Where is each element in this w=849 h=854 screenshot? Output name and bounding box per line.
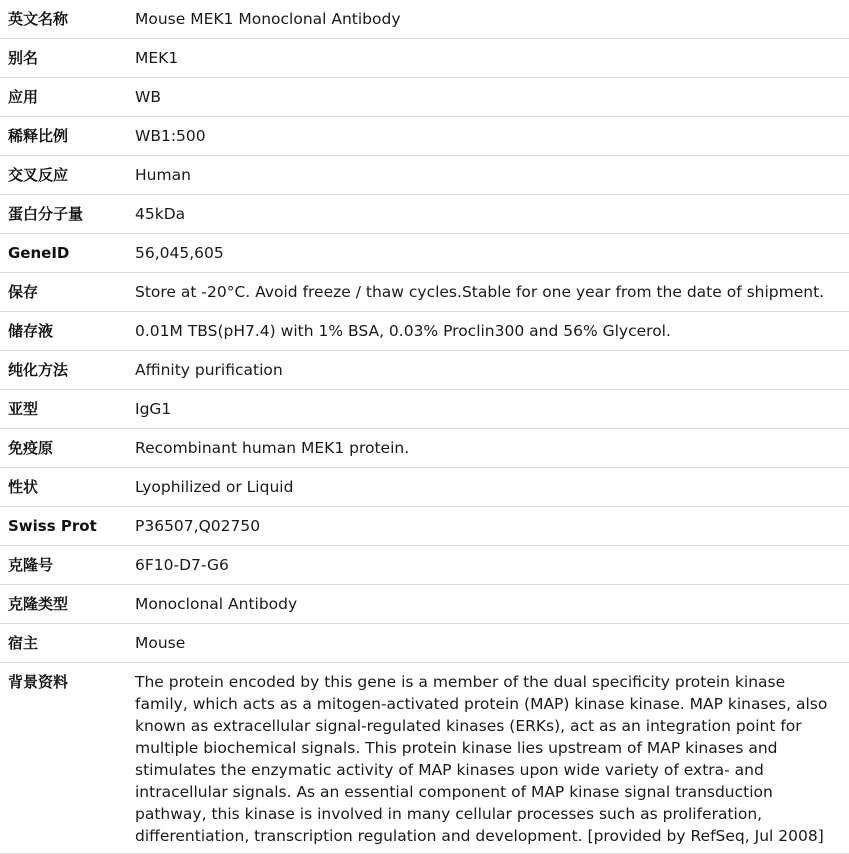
- spec-value: Mouse: [127, 624, 849, 663]
- spec-label: 宿主: [0, 624, 127, 663]
- spec-value: Recombinant human MEK1 protein.: [127, 429, 849, 468]
- spec-value: 6F10-D7-G6: [127, 546, 849, 585]
- spec-row-application: [0, 78, 849, 117]
- spec-label: 克隆类型: [0, 585, 127, 624]
- spec-row-host: [0, 624, 849, 663]
- spec-value: IgG1: [127, 390, 849, 429]
- spec-label: 应用: [0, 78, 127, 117]
- spec-label: 英文名称: [0, 0, 127, 39]
- spec-row-swiss-prot: [0, 507, 849, 546]
- spec-value: 56,045,605: [127, 234, 849, 273]
- spec-row-background: [0, 663, 849, 854]
- spec-value-background: The protein encoded by this gene is a member of the dual specificity protein kinase family, which acts as a mitogen-activated protein (MAP) kinase kinase. MAP kinases, also known as extracellular signal-regulated kinases (ERKs), act as an integration point for multiple biochemical signals. This protein kinase lies upstream of MAP kinases and stimulates the enzymatic activity of MAP kinases upon wide variety of extra- and intracellular signals. As an essential component of MAP kinase signal transduction pathway, this kinase is involved in many cellular processes such as proliferation, differentiation, transcription regulation and development. [provided by RefSeq, Jul 2008]: [127, 663, 849, 854]
- spec-value: Mouse MEK1 Monoclonal Antibody: [127, 0, 849, 39]
- spec-row-english-name: [0, 0, 849, 39]
- spec-value: P36507,Q02750: [127, 507, 849, 546]
- spec-value: 45kDa: [127, 195, 849, 234]
- spec-row-gene-id: [0, 234, 849, 273]
- spec-value: Monoclonal Antibody: [127, 585, 849, 624]
- spec-row-storage-buffer: [0, 312, 849, 351]
- spec-row-storage: [0, 273, 849, 312]
- spec-row-isotype: [0, 390, 849, 429]
- spec-label: 克隆号: [0, 546, 127, 585]
- spec-label: 保存: [0, 273, 127, 312]
- spec-value: Lyophilized or Liquid: [127, 468, 849, 507]
- spec-value: Store at -20°C. Avoid freeze / thaw cycles.Stable for one year from the date of shipment.: [127, 273, 849, 312]
- spec-row-purification: [0, 351, 849, 390]
- spec-row-clonality: [0, 585, 849, 624]
- spec-label: 稀释比例: [0, 117, 127, 156]
- spec-label: 蛋白分子量: [0, 195, 127, 234]
- spec-row-cross-reactivity: [0, 156, 849, 195]
- spec-row-dilution: [0, 117, 849, 156]
- spec-label: GeneID: [0, 234, 127, 273]
- spec-label: 交叉反应: [0, 156, 127, 195]
- spec-row-immunogen: [0, 429, 849, 468]
- spec-label: 纯化方法: [0, 351, 127, 390]
- spec-label: 背景资料: [0, 663, 127, 854]
- spec-label: 亚型: [0, 390, 127, 429]
- spec-value: MEK1: [127, 39, 849, 78]
- spec-label: 免疫原: [0, 429, 127, 468]
- spec-value: WB: [127, 78, 849, 117]
- spec-label: 储存液: [0, 312, 127, 351]
- spec-row-molecular-weight: [0, 195, 849, 234]
- spec-label: Swiss Prot: [0, 507, 127, 546]
- spec-value: WB1:500: [127, 117, 849, 156]
- spec-label: 性状: [0, 468, 127, 507]
- spec-value: Human: [127, 156, 849, 195]
- spec-value: 0.01M TBS(pH7.4) with 1% BSA, 0.03% Proclin300 and 56% Glycerol.: [127, 312, 849, 351]
- spec-row-alias: [0, 39, 849, 78]
- spec-value: Affinity purification: [127, 351, 849, 390]
- spec-label: 别名: [0, 39, 127, 78]
- spec-row-form: [0, 468, 849, 507]
- spec-row-clone-number: [0, 546, 849, 585]
